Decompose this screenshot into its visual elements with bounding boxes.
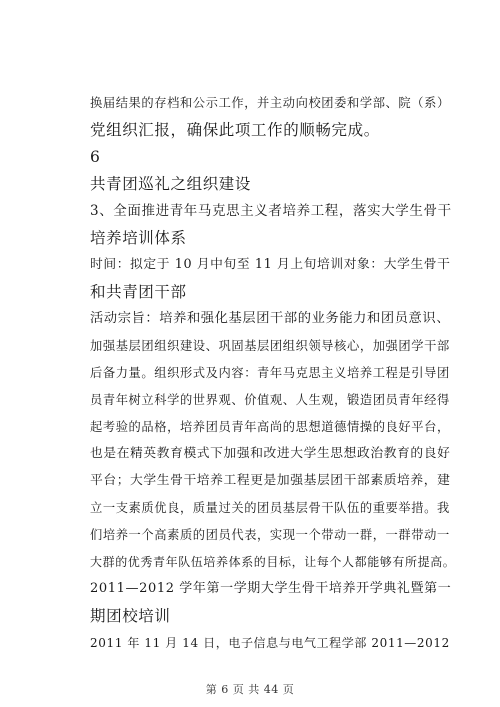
text-line: 们培养一个高素质的团员代表，实现一个带动一群，一群带动一 bbox=[90, 528, 450, 542]
text-line: 换届结果的存档和公示工作，并主动向校团委和学部、院（系） bbox=[90, 96, 450, 110]
text-line: 时间：拟定于 10 月中旬至 11 月上旬培训对象：大学生骨干 bbox=[90, 257, 451, 272]
page-footer: 第 6 页 共 44 页 bbox=[205, 683, 295, 696]
text-line: 党组织汇报，确保此项工作的顺畅完成。 bbox=[90, 121, 380, 139]
text-line: 2011—2012 学年第一学期大学生骨干培养开学典礼暨第一 bbox=[90, 581, 452, 596]
text-line: 活动宗旨：培养和强化基层团干部的业务能力和团员意识、 bbox=[90, 311, 451, 326]
text-line: 平台；大学生骨干培养工程更是加强基层团干部素质培养，建 bbox=[90, 473, 451, 488]
text-line: 员青年树立科学的世界观、价值观、人生观，锻造团员青年经得 bbox=[90, 393, 450, 407]
text-line: 加强基层团组织建设、巩固基层团组织领导核心，加强团学干部 bbox=[90, 339, 450, 353]
text-line: 大群的优秀青年队伍培养体系的目标，让每个人都能够有所提高。 bbox=[90, 555, 456, 569]
text-line: 和共青团干部 bbox=[90, 283, 187, 301]
text-line: 也是在精英教育模式下加强和改进大学生思想政治教育的良好 bbox=[90, 446, 451, 461]
page-marker: 6 bbox=[90, 148, 101, 166]
text-line: 培养培训体系 bbox=[90, 229, 187, 247]
text-line: 立一支素质优良，质量过关的团员基层骨干队伍的重要举措。我 bbox=[90, 501, 450, 515]
text-line: 起考验的品格，培养团员青年高尚的思想道德情操的良好平台， bbox=[90, 420, 450, 434]
text-line: 期团校培训 bbox=[90, 607, 171, 625]
section-heading: 共青团巡礼之组织建设 bbox=[90, 175, 252, 193]
text-line: 2011 年 11 月 14 日，电子信息与电气工程学部 2011—2012 bbox=[90, 636, 450, 650]
text-line: 后备力量。组织形式及内容：青年马克思主义培养工程是引导团 bbox=[90, 366, 450, 380]
text-line: 3、全面推进青年马克思主义者培养工程，落实大学生骨干 bbox=[90, 203, 452, 219]
